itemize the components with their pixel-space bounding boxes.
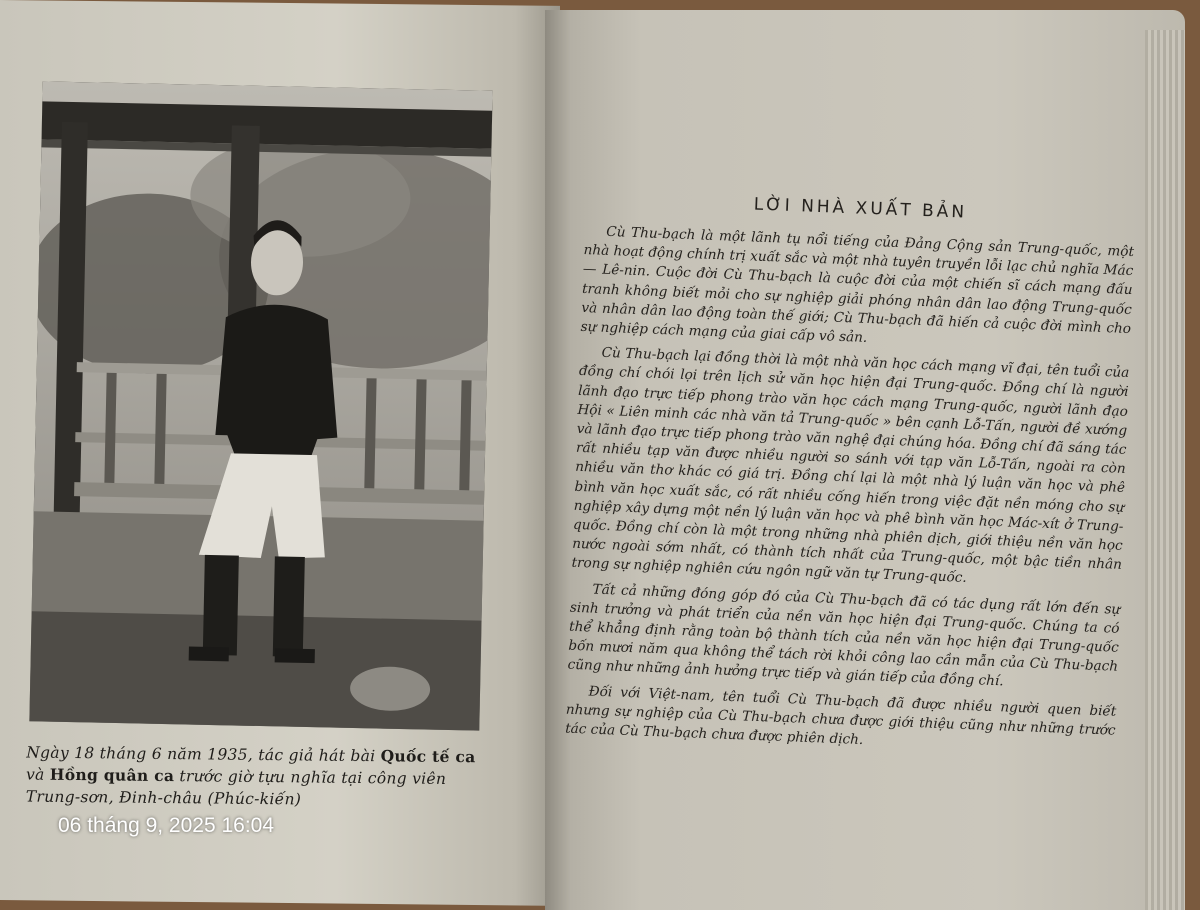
paragraph: Cù Thu-bạch là một lãnh tụ nổi tiếng của Đảng Cộng sản Trung-quốc, một nhà hoạt động chính trị xuất sắc và một nhà tuyên truyền lỗi lạc chủ nghĩa Mác — Lê-nin. Cuộc đời Cù Thu-bạch là cuộc đời của một chiến sĩ cách mạng đấu tranh không biết mỏi cho sự nghiệp giải phóng nhân dân lao động Trung-quốc và nhân dân lao động toàn thế giới; Cù Thu-bạch đã hiến cả cuộc đời mình cho sự nghiệp cách mạng của giai cấp vô sản. [580,223,1135,346]
paragraph: Cù Thu-bạch lại đồng thời là một nhà văn học cách mạng vĩ đại, tên tuổi của đồng chí chói lọi trên lịch sử văn học hiện đại Trung-quốc. Đồng chí là người lãnh đạo trực tiếp phong trào văn học cách mạng Trung-quốc, người lãnh đạo Hội « Liên minh các nhà văn tả Trung-quốc » bên cạnh Lỗ-Tấn, người đề xướng và lãnh đạo trực tiếp phong trào văn nghệ đại chúng hóa. Đồng chí đã sáng tác rất nhiều tạp văn được nhiều người so sánh với tạp văn Lỗ-Tấn, ngoài ra còn nhiều văn thơ khác có giá trị. Đồng chí lại là một nhà lý luận văn học và phê bình văn học xuất sắc, có rất nhiều cống hiến trong việc đặt nền móng cho sự nghiệp xây dựng một nền lý luận văn học và phê bình văn học Mác-xít ở Trung-quốc. Đồng chí còn là một trong những nhà phiên dịch, giới thiệu nền văn học nước ngoài sớm nhất, có thành tích nhất của Trung-quốc, một bậc tiền nhân trong sự nghiệp nghiên cứu ngôn ngữ văn tự Trung-quốc. [571,344,1130,587]
publisher-note [565,188,1136,766]
paragraph: Đối với Việt-nam, tên tuổi Cù Thu-bạch đã được nhiều người quen biết nhưng sự nghiệp của Cù Thu-bạch chưa được giới thiệu cũng như những trước tác của Cù Thu-bạch chưa được phiên dịch. [564,683,1117,749]
portrait-photo [29,81,492,730]
caption-text-3: trước giờ tựu nghĩa tại công viên Trung-sơn, Đinh-châu (Phúc-kiến) [25,767,447,809]
photo-caption [26,742,497,813]
page-edges [1145,30,1185,910]
caption-text-2: và [25,765,50,784]
publisher-note-heading: LỜI NHÀ XUẤT BẢN [753,194,968,223]
caption-song-1: Quốc tế ca [380,746,476,767]
paragraph: Tất cả những đóng góp đó của Cù Thu-bạch đã có tác dụng rất lớn đến sự sinh trưởng và phát triển của nền văn học hiện đại Trung-quốc. Chúng ta có thể khẳng định rằng toàn bộ thành tích của nền văn học hiện đại Trung-quốc bốn mươi năm qua không thể tách rời khỏi công lao cần mẫn của Cù Thu-bạch cũng như những ảnh hưởng trực tiếp và gián tiếp của đồng chí. [567,581,1121,690]
portrait-photo-image [29,81,492,730]
photo-timestamp-overlay: 06 tháng 9, 2025 16:04 [58,814,275,837]
caption-text-1: Ngày 18 tháng 6 năm 1935, tác giả hát bài [26,743,381,766]
caption-song-2: Hồng quân ca [49,764,175,786]
